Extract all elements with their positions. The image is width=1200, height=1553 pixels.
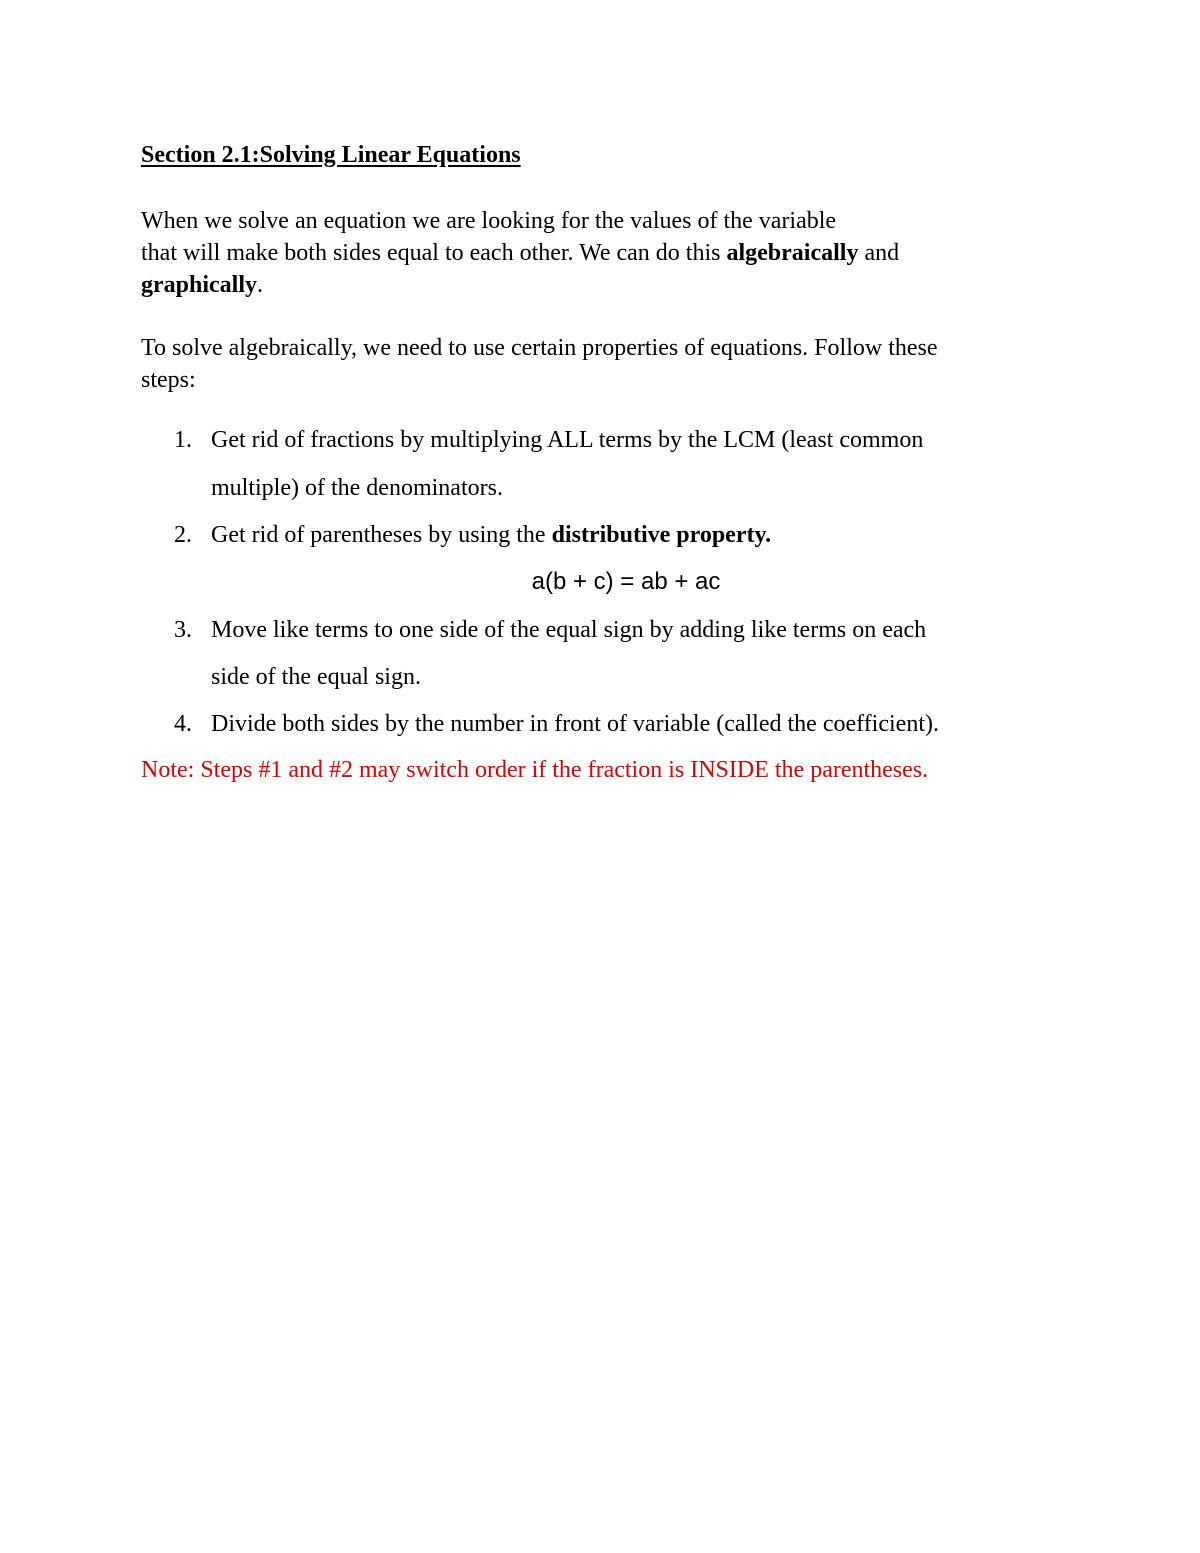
step-text: Get rid of fractions by multiplying ALL terms by the LCM (least common xyxy=(211,427,924,453)
step-text xyxy=(211,522,771,549)
intro-line-3 xyxy=(141,269,1071,301)
intro-line-2 xyxy=(141,237,1071,269)
intro-line-3-end: . xyxy=(257,272,264,298)
instructions-line-1: To solve algebraically, we need to use certain properties of equations. Follow these xyxy=(141,335,938,361)
step-text: Divide both sides by the number in front of variable (called the coefficient). xyxy=(211,711,939,737)
step-number: 2. xyxy=(174,522,192,548)
intro-line-2-text: that will make both sides equal to each other. We can do this xyxy=(141,240,727,266)
instructions-line-2: steps: xyxy=(141,367,196,393)
step-text: side of the equal sign. xyxy=(211,664,421,690)
intro-line-1: When we solve an equation we are looking for the values of the variable xyxy=(141,208,837,234)
step-number: 1. xyxy=(174,427,192,453)
step-text-plain: Get rid of parentheses by using the xyxy=(211,522,552,548)
intro-line-2-end: and xyxy=(858,240,900,266)
instructions-paragraph xyxy=(141,332,1071,396)
algebraically-emphasis: algebraically xyxy=(726,240,859,266)
graphically-emphasis: graphically xyxy=(141,272,258,298)
note-text: Note: Steps #1 and #2 may switch order if the fraction is INSIDE the parentheses. xyxy=(141,757,929,783)
section-heading: Section 2.1:Solving Linear Equations xyxy=(141,142,521,168)
step-number: 3. xyxy=(174,617,192,643)
intro-paragraph xyxy=(141,205,1071,301)
distributive-property-emphasis: distributive property. xyxy=(551,522,772,548)
step-text: multiple) of the denominators. xyxy=(211,475,503,501)
step-number: 4. xyxy=(174,711,192,737)
step-text: Move like terms to one side of the equal sign by adding like terms on each xyxy=(211,617,927,643)
distributive-formula: a(b + c) = ab + ac xyxy=(531,568,721,595)
